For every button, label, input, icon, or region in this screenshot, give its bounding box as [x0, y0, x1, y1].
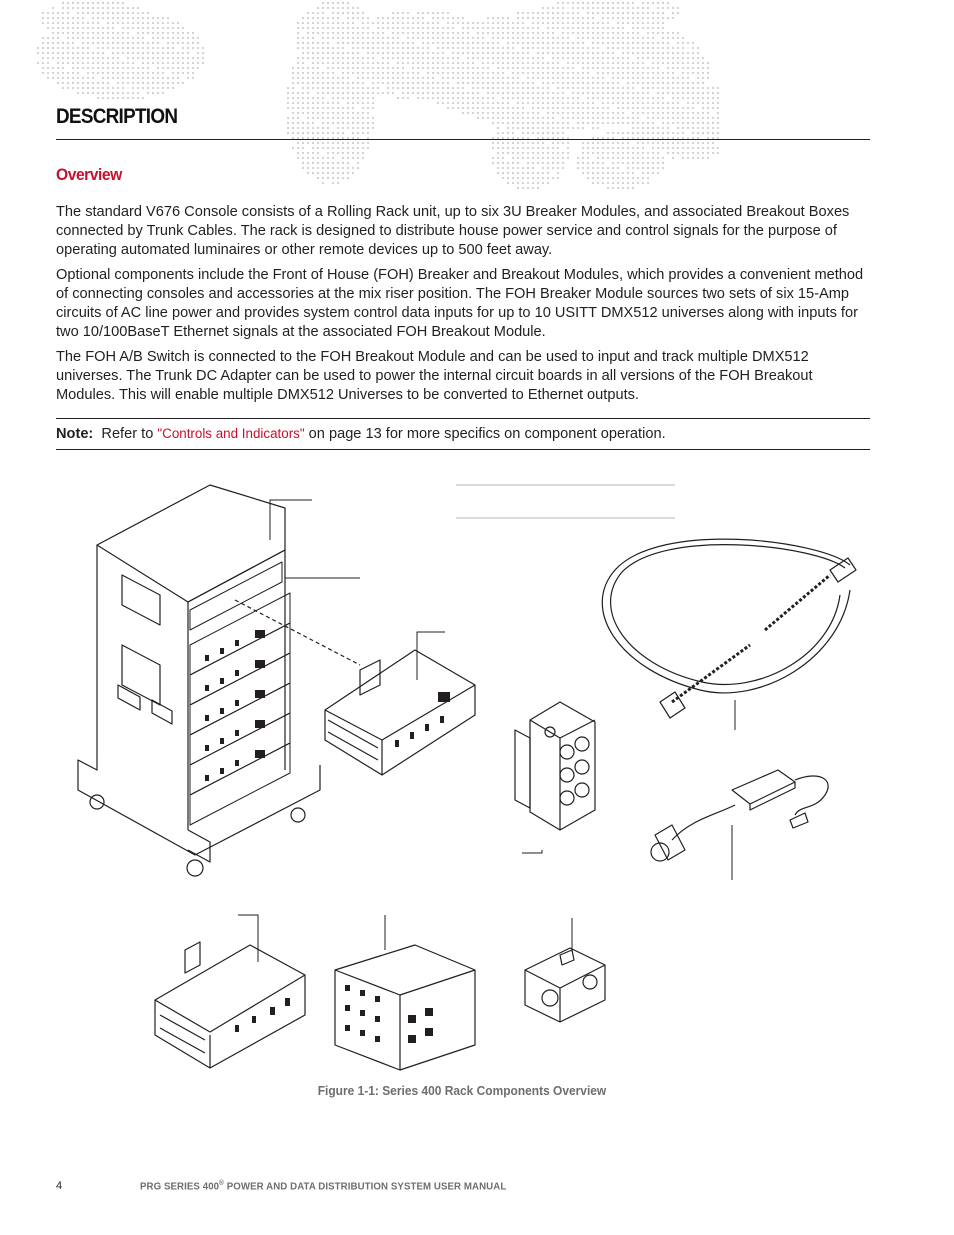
section-title: DESCRIPTION [56, 105, 178, 128]
foh-breaker-module-drawing [235, 600, 475, 775]
paragraph: The standard V676 Console consists of a Rolling Rack unit, up to six 3U Breaker Modules, and associated Breakout Boxes connected by Trunk Cables. The rack is designed to distribute house power service and control signals for the purpose of operating automated luminaires or other remote devices up to 500 feet away. [56, 204, 850, 258]
section-divider [56, 139, 870, 140]
breakout-box-drawing [515, 702, 595, 830]
footer-title-rest: POWER AND DATA DISTRIBUTION SYSTEM USER MANUAL [223, 1180, 507, 1193]
controls-indicators-link[interactable]: "Controls and Indicators" [157, 426, 305, 441]
world-map-background [0, 0, 954, 200]
callout-leaders [238, 485, 735, 962]
paragraph: Optional components include the Front of House (FOH) Breaker and Breakout Modules, which provides a convenient method of connecting consoles and accessories at the mix riser position. The FOH Breaker Module sources two sets of six 15-Amp circuits of AC line power and provides system control data inputs for up to 10 USITT DMX512 universes along with inputs for two 10/100BaseT Ethernet signals at the associated FOH Breakout Module. [56, 267, 864, 340]
figure-caption: Figure 1-1: Series 400 Rack Components Overview [317, 1083, 607, 1098]
note-rule-bottom [56, 449, 870, 450]
overview-text [56, 203, 872, 411]
foh-breakout-module-drawing [335, 945, 475, 1070]
note-rule-top [56, 418, 870, 419]
note [56, 424, 666, 444]
registered-mark: ® [219, 1180, 224, 1187]
rolling-rack-drawing [78, 485, 320, 876]
note-label: Note: [56, 426, 94, 442]
trunk-cable-drawing [602, 539, 856, 718]
subsection-title: Overview [56, 165, 122, 184]
trunk-dc-adapter-drawing [651, 770, 828, 861]
paragraph: The FOH A/B Switch is connected to the FOH Breakout Module and can be used to input and track multiple DMX512 universes. The Trunk DC Adapter can be used to power the internal circuit boards in all versions of the FOH Breakout Modules. This will enable multiple DMX512 Universes to be converted to Ethernet outputs. [56, 349, 813, 403]
foh-breaker-module-lower-drawing [155, 942, 305, 1068]
note-prefix: Refer to [101, 426, 154, 442]
footer-manual-title [140, 1180, 506, 1193]
rack-components-illustration [60, 470, 880, 1080]
foh-ab-switch-drawing [525, 948, 605, 1022]
note-suffix: on page 13 for more specifics on component operation. [308, 426, 666, 442]
page-number: 4 [56, 1180, 63, 1192]
footer-title-main: PRG SERIES 400 [140, 1180, 220, 1193]
